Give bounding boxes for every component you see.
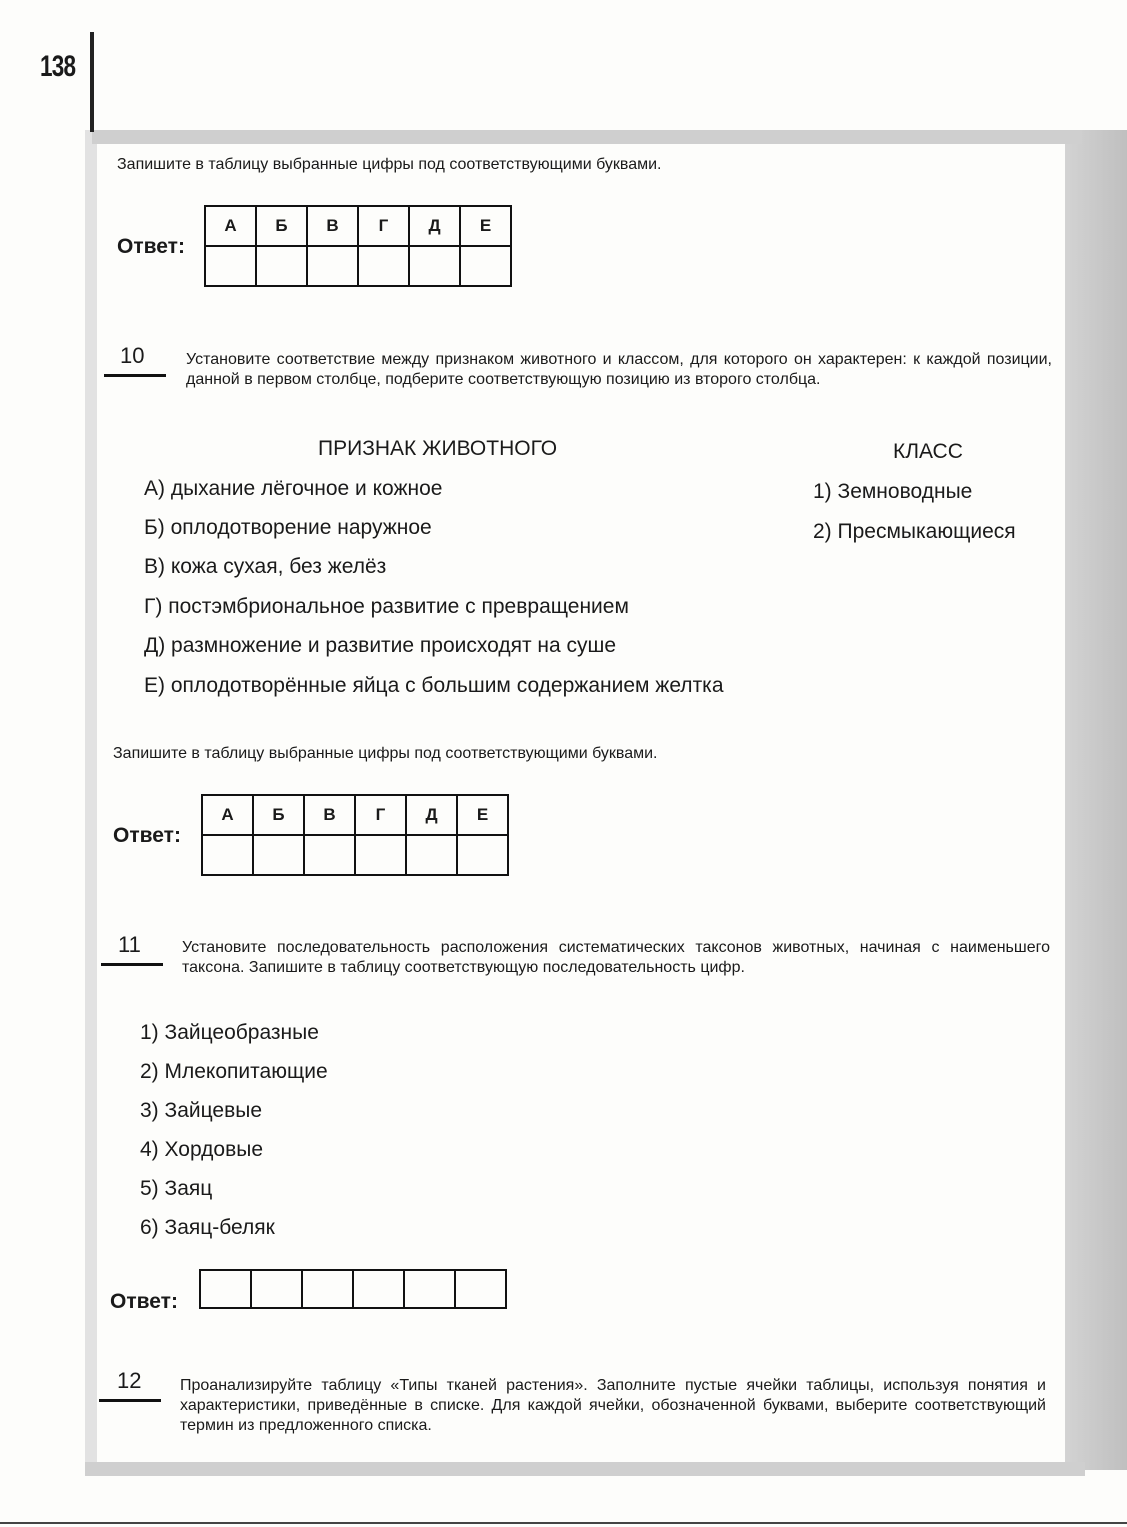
q9-answer-cell[interactable]	[307, 246, 358, 286]
q10-left-item: А) дыхание лёгочное и кожное	[144, 477, 443, 500]
q9-answer-cell[interactable]	[358, 246, 409, 286]
page-shadow-left	[85, 130, 97, 1470]
q9-letter-cell: Д	[409, 206, 460, 246]
q11-answer-label: Ответ:	[110, 1290, 178, 1313]
margin-bar	[90, 32, 94, 132]
q10-left-item: Д) размножение и развитие происходят на суше	[144, 634, 617, 657]
q10-answer-cell[interactable]	[355, 835, 406, 875]
q11-answer-cell[interactable]	[251, 1270, 302, 1308]
page-shadow-bottom	[85, 1462, 1085, 1476]
q10-left-item: В) кожа сухая, без желёз	[144, 555, 387, 578]
q9-letter-cell: А	[205, 206, 256, 246]
q11-answer-cell[interactable]	[353, 1270, 404, 1308]
q11-answer-table	[199, 1269, 507, 1309]
page-shadow-right	[1065, 130, 1127, 1470]
q10-right-header: КЛАСС	[893, 440, 963, 463]
page-shadow-top	[92, 130, 1082, 144]
page-number: 138	[40, 50, 76, 83]
q9-letter-cell: Г	[358, 206, 409, 246]
q11-item: 2) Млекопитающие	[140, 1060, 328, 1083]
q11-number-rule	[101, 963, 163, 966]
q10-number: 10	[120, 343, 145, 368]
q9-instruction: Запишите в таблицу выбранные цифры под соответствующими буквами.	[117, 156, 662, 173]
q10-letter-cell: Е	[457, 795, 508, 835]
q11-answer-cell[interactable]	[200, 1270, 251, 1308]
q11-item: 1) Зайцеобразные	[140, 1021, 319, 1044]
q12-number-rule	[99, 1399, 161, 1402]
q10-answer-cell[interactable]	[253, 835, 304, 875]
q11-text: Установите последовательность расположения систематических таксонов животных, начиная с наименьшего таксона. Запишите в таблицу соответствующую последовательность цифр.	[182, 939, 1050, 976]
q11-item: 3) Зайцевые	[140, 1099, 263, 1122]
q10-instruction: Запишите в таблицу выбранные цифры под соответствующими буквами.	[113, 745, 658, 762]
q9-answer-cell[interactable]	[256, 246, 307, 286]
q10-answer-table	[201, 794, 509, 876]
q10-letter-cell: Б	[253, 795, 304, 835]
q9-letter-cell: В	[307, 206, 358, 246]
q9-letter-cell: Б	[256, 206, 307, 246]
q10-number-rule	[104, 374, 166, 377]
bottom-rule	[0, 1522, 1127, 1524]
q11-number: 11	[118, 932, 141, 957]
q12-number: 12	[117, 1368, 142, 1393]
q12-text: Проанализируйте таблицу «Типы тканей растения». Заполните пустые ячейки таблицы, используя понятия и характеристики, приведённые в списке. Для каждой ячейки, обозначенной буквами, выберите соответствующий термин из предложенного списка.	[180, 1377, 1046, 1434]
q10-answer-cell[interactable]	[406, 835, 457, 875]
q9-answer-cell[interactable]	[205, 246, 256, 286]
q10-letter-cell: Д	[406, 795, 457, 835]
q10-left-item: Б) оплодотворение наружное	[144, 516, 432, 539]
q10-answer-cell[interactable]	[202, 835, 253, 875]
q9-answer-table	[204, 205, 512, 287]
q10-right-item: 1) Земноводные	[813, 480, 973, 503]
q9-answer-cell[interactable]	[460, 246, 511, 286]
q10-letter-cell: В	[304, 795, 355, 835]
q10-text: Установите соответствие между признаком животного и классом, для которого он характерен: к каждой позиции, данной в первом столбце, подберите соответствующую позицию из второго столбца.	[186, 351, 1052, 388]
q10-left-item: Г) постэмбриональное развитие с превращением	[144, 595, 629, 618]
q9-letter-cell: Е	[460, 206, 511, 246]
q10-left-header: ПРИЗНАК ЖИВОТНОГО	[318, 437, 558, 460]
q9-answer-cell[interactable]	[409, 246, 460, 286]
q10-answer-label: Ответ:	[113, 824, 181, 847]
q10-letter-cell: А	[202, 795, 253, 835]
q11-answer-cell[interactable]	[404, 1270, 455, 1308]
q10-letter-cell: Г	[355, 795, 406, 835]
q9-answer-label: Ответ:	[117, 235, 185, 258]
q11-answer-cell[interactable]	[302, 1270, 353, 1308]
q11-item: 5) Заяц	[140, 1177, 213, 1200]
q10-answer-cell[interactable]	[304, 835, 355, 875]
q10-left-item: Е) оплодотворённые яйца с большим содержанием желтка	[144, 674, 724, 697]
q11-answer-cell[interactable]	[455, 1270, 506, 1308]
q11-item: 6) Заяц-беляк	[140, 1216, 275, 1239]
q10-answer-cell[interactable]	[457, 835, 508, 875]
q10-right-item: 2) Пресмыкающиеся	[813, 520, 1016, 543]
q11-item: 4) Хордовые	[140, 1138, 264, 1161]
